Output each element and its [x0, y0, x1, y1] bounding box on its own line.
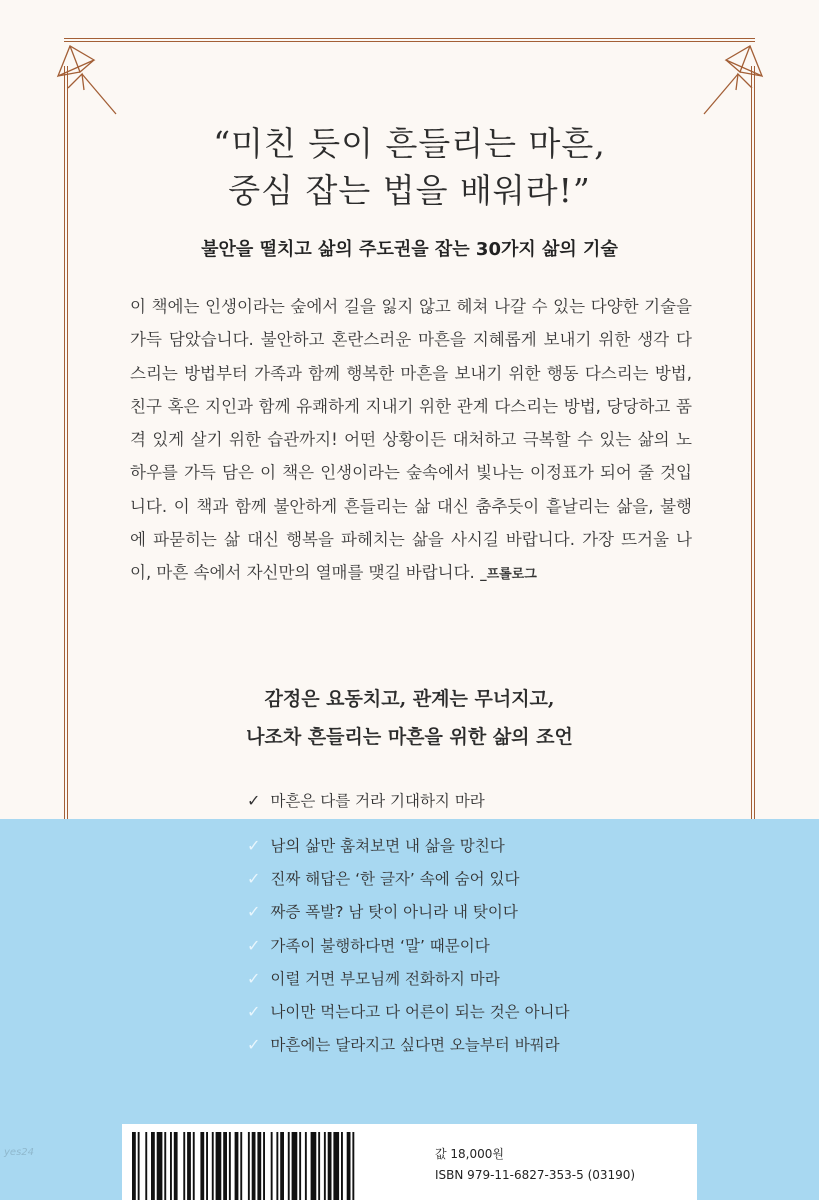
list-item — [247, 1000, 569, 1033]
checkmark-icon: ✓ — [247, 836, 261, 855]
paper-plane-corner-icon-right — [690, 38, 770, 118]
list-item-text: 마흔은 다를 거라 기대하지 마라 — [270, 792, 485, 810]
list-item-text: 진짜 해답은 ‘한 글자’ 속에 숨어 있다 — [270, 870, 520, 889]
advice-title-line-2: 나조차 흔들리는 마흔을 위한 삶의 조언 — [246, 726, 573, 748]
prologue-signature: _프롤로그 — [480, 567, 537, 583]
list-item — [247, 867, 569, 900]
list-item — [247, 789, 485, 811]
checkmark-icon: ✓ — [247, 968, 261, 988]
list-item — [247, 934, 569, 967]
headline-line-1: “미친 듯이 흔들리는 마흔, — [213, 124, 606, 163]
isbn-label: ISBN 979-11-6827-353-5 (03190) — [435, 1168, 636, 1182]
list-item — [247, 900, 569, 933]
checkmark-icon: ✓ — [247, 902, 261, 922]
list-item-text: 이럴 거면 부모님께 전화하지 마라 — [270, 969, 500, 988]
list-item-text: 마흔에는 달라지고 싶다면 오늘부터 바꿔라 — [270, 1036, 560, 1055]
checkmark-icon: ✓ — [247, 935, 261, 955]
list-item-text: 남의 삶만 훔쳐보면 내 삶을 망친다 — [270, 837, 505, 855]
headline-line-2: 중심 잡는 법을 배워라!” — [228, 171, 591, 210]
advice-list — [247, 834, 569, 1066]
list-item — [247, 967, 569, 1000]
advice-title-line-1: 감정은 요동치고, 관계는 무너지고, — [264, 688, 555, 710]
checkmark-icon: ✓ — [247, 1001, 261, 1021]
list-item-text: 가족이 불행하다면 ‘말’ 때문이다 — [270, 936, 490, 955]
subtitle: 불안을 떨치고 삶의 주도권을 잡는 30가지 삶의 기술 — [201, 239, 618, 260]
list-item — [247, 1033, 569, 1066]
prologue-text: 이 책에는 인생이라는 숲에서 길을 잃지 않고 헤쳐 나갈 수 있는 다양한 기술을 가득 담았습니다. 불안하고 혼란스러운 마흔을 지혜롭게 보내기 위한 생각 다스리는 방법부터 가족과 함께 행복한 마흔을 보내기 위한 행동 다스리는 방법, 친구 혹은 지인과 함께 유쾌하게 지내기 위한 관계 다스리는 방법, 당당하고 품격 있게 살기 위한 습관까지! 어떤 상황이든 대처하고 극복할 수 있는 삶의 노하우를 가득 담은 이 책은 인생이라는 숲속에서 빛나는 이정표가 되어 줄 것입니다. 이 책과 함께 불안하게 흔들리는 삶 대신 춤추듯이 흩날리는 삶을, 불행에 파묻히는 삶 대신 행복을 파헤치는 삶을 사시길 바랍니다. 가장 뜨거울 나이, 마흔 속에서 자신만의 열매를 맺길 바랍니다. — [130, 297, 692, 583]
price-label: 값 18,000원 — [435, 1147, 504, 1161]
frame-top-border — [64, 38, 755, 42]
barcode-icon — [132, 1132, 417, 1200]
list-item-text: 짜증 폭발? 남 탓이 아니라 내 탓이다 — [270, 903, 518, 922]
checkmark-icon: ✓ — [247, 791, 261, 810]
prologue-paragraph — [130, 290, 692, 592]
list-item — [247, 834, 569, 867]
barcode-area — [122, 1124, 697, 1200]
list-item-text: 나이만 먹는다고 다 어른이 되는 것은 아니다 — [270, 1002, 570, 1021]
yes24-logo: yes24 — [4, 1147, 35, 1158]
paper-plane-corner-icon-left — [50, 38, 130, 118]
checkmark-icon: ✓ — [247, 1035, 261, 1055]
checkmark-icon: ✓ — [247, 869, 261, 889]
